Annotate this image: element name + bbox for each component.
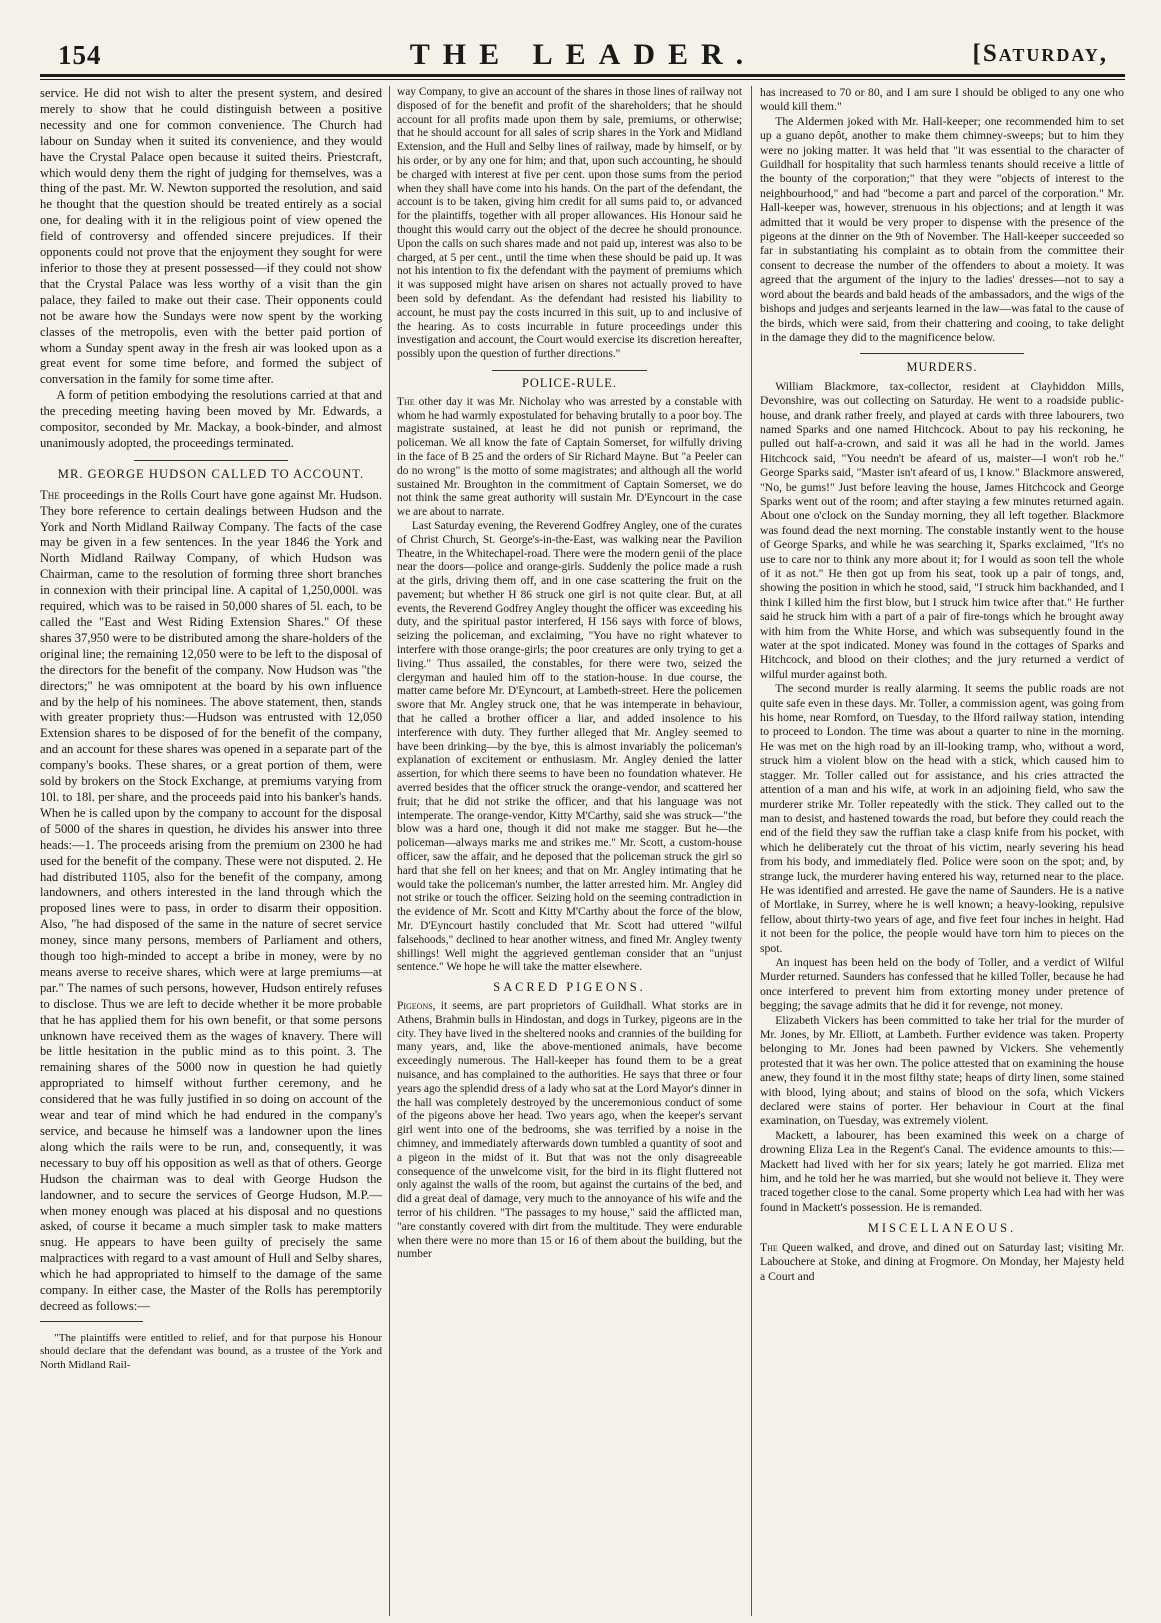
article-heading-miscellaneous: MISCELLANEOUS. [867, 1221, 1017, 1236]
paragraph-text: proceedings in the Rolls Court have gone against Mr. Hudson. They bore reference to certain dealings between Hudson and the York and North Midland Railway Company. The facts of the case may be given in a few sentences. In the year 1846 the York and North Midland Railway Company, of which Hudson was Chairman, came to the resolution of forming three short branches in connexion with their principal line. A capital of 1,250,000l. was required, which was to be raised in 50,000 shares of 5l. each, to be called the "East and West Riding Extension Shares." Of these shares 37,950 were to be distributed among the share-holders of the original line; the remaining 12,050 were to be left to the disposal of the directors for the benefit of the company. Now Hudson was "the directors;" he was omnipotent at the board by his own influence and by the help of his nominees. The above statement, then, stands with greater propriety thus:—Hudson was entrusted with 12,050 Extension shares to be disposed of for the benefit of the company, and an account for these shares was opened in a separate part of the company's books. These shares, or a great portion of them, were sold by brokers on the Stock Exchange, at premiums varying from 10l. to 18l. per share, and the proceeds paid into his banker's hands. When he is called upon by the company to account for the disposal of 5000 of the shares in question, he divides his answer into three heads:—1. The proceeds arising from the premium on 2300 he had used for the benefit of the company. These were not disputed. 2. He had distributed 1105, also for the benefit of the company, among landowners, and others interested in the land through which the proposed lines were to pass, in order to disarm their opposition. Also, "he had disposed of the same in the nature of secret service money, since many persons, members of Parliament and others, though too high-minded to accept a bribe in money, were by no means averse to receive shares, which were at large premiums—at par." The names of such persons, however, Hudson entirely refuses to disclose. Thus we are left to decide whether it be more probable that he has applied them for his own benefit, or that some persons unknown have received them as the wages of knavery. There will be little hesitation in the public mind as to this point. 3. The remaining shares of the 5000 now in question he had quietly appropriated to himself without further ceremony, and he considered that he was fully justified in so doing on account of the wear and tear of mind which he had endured in the company's service, and because he himself was a landowner upon the lines along which the rails were to be run, and, consequently, it was necessary to buy off his opposition as well as that of others. George Hudson the chairman was to deal with George Hudson the landowner, and to secure the services of George Hudson, M.P.—when money enough was placed at his disposal and no questions asked, of course it became a much simpler task to make matters snug. He appears to have been guilty of precisely the same malpractices with regard to a vast amount of Hull and Selby shares, which he had appropriated to himself to the damage of the same company. In either case, the Master of the Rolls has peremptorily decreed as follows:— [40, 487, 382, 1313]
lead-word: The [40, 487, 60, 502]
article-heading-police-rule: POLICE-RULE. [522, 375, 617, 390]
article-separator [134, 460, 288, 461]
paragraph-text: other day it was Mr. Nicholay who was arrested by a constable with whom he had warmly expostulated for behaving brutally to a poor boy. The magistrate sustained, at least he did not punish or reprimand, the policeman. We all know the fate of Captain Somerset, for wilfully driving in the face of B 25 and the orders of Sir Richard Mayne. But "a Peeler can do no wrong" is the motto of some magistrates; and although all the world sustained Mr. Broughton in the commitment of Captain Somerset, we do not think the same great authority will sustain Mr. D'Eyncourt in the case we are about to narrate. [397, 395, 742, 519]
masthead-rule-thick [40, 74, 1125, 77]
paragraph [397, 396, 742, 520]
footnote-rule [40, 1321, 143, 1322]
lead-word: The [397, 395, 415, 408]
masthead-rule-thin [40, 79, 1125, 80]
column-divider [389, 86, 390, 1616]
quoted-decree: "The plaintiffs were entitled to relief, and for that purpose his Honour should declare that the defendant was bound, as a trustee of the York and North Midland Rail- [40, 1331, 382, 1371]
column-divider [751, 86, 752, 1616]
paragraph: way Company, to give an account of the shares in those lines of railway not disposed of for the benefit and profit of the shareholders; that he should account for all profits made upon them by sale, premiums, or otherwise; that he should account for all sales of scrip shares in the York and Midland Extension, and the Hull and Selby lines of railway, made by himself, or by his order, or by any one for him; and that, upon such accounting, he should be charged with interest at five per cent. upon those sums from the period when they shall have come into his hands. On the part of the defendant, the account is to be taken, giving him credit for all sums paid to, or advanced for the plaintiffs, together with all proper allowances. His Honour said he thought this would carry out the object of the decree he should pronounce. Upon the calls on such shares made and not paid up, interest was also to be charged, at 5 per cent., until the time when these should be paid up. It was not his intention to fix the defendant with the payment of premiums which it was supposed might have arisen on shares not actually proved to have been sold by defendant. As the defendant had resisted his liability to account, he must pay the costs incurred in this suit, up to and inclusive of the hearing. As to costs incurrable in future proceedings under this investigation and account, the Court would exercise its discretion hereafter, possibly upon the question of further directions." [397, 86, 742, 361]
paragraph-text: Queen walked, and drove, and dined out on Saturday last; visiting Mr. Labouchere at Stoke, and dining at Frogmore. On Monday, her Majesty held a Court and [760, 1240, 1124, 1283]
paragraph: Elizabeth Vickers has been committed to take her trial for the murder of Mr. Jones, by Mr. Elliott, at Lambeth. Further evidence was taken. Property belonging to Mr. Jones had been pawned by Vickers. She vehemently protested that it was her own. The police attested that on examining the house anew, they found it in the most filthy state; heaps of dirty linen, some stained with blood, lying about; and stains of blood on the sofa, which Vickers declared were stains of porter. Her behaviour in Court at the final examination, on Tuesday, was extremely violent. [760, 1013, 1124, 1128]
page-number: 154 [58, 40, 102, 70]
paragraph: Mackett, a labourer, has been examined this week on a charge of drowning Eliza Lea in the Regent's Canal. The evidence amounts to this:—Mackett had lived with her for six years; lately he got married. Eliza met him, and he told her he was married, but she would not believe it. They were traced together close to the canal. Some property which Lea had with her was found in Mackett's possession. He is remanded. [760, 1128, 1124, 1214]
paragraph [760, 1241, 1124, 1284]
paragraph: The second murder is really alarming. It seems the public roads are not quite safe even in these days. Mr. Toller, a commission agent, was going from his home, near Romford, on Tuesday, to the Ilford railway station, intending to proceed to London. The time was about a quarter to nine in the morning. He was met on the high road by an ill-looking tramp, who, without a word, struck him a violent blow on the head with a stick, which caused him to stagger. Mr. Toller called out for assistance, and his cries attracted the attention of a man and his wife, at work in an adjoining field, who saw the murderer strike Mr. Toller repeatedly with the stick. They called out to the man to desist, and hastened towards the road, but before they could reach the end of the field they saw the ruffian take a clasp knife from his pocket, with which he deliberately cut the throat of his victim, nearly severing his head from his body, and immediately fled. Police were soon on the spot; and, by strange luck, the murderer having entered his way, returned near to the place. He was identified and arrested. He gave the name of Saunders. He is a native of Mortlake, in Surrey, where he is well known; a heavy-looking, repulsive fellow, about thirty-two years of age, and five feet four inches in height. Had it not been for the police, the people would have torn him to pieces on the spot. [760, 682, 1124, 955]
paragraph: An inquest has been held on the body of Toller, and a verdict of Wilful Murder returned. Saunders has confessed that he killed Toller, because he had once interfered to prevent him from extorting money under pretence of begging; the savage admits that he did it for revenge, not money. [760, 955, 1124, 1013]
paragraph [40, 488, 382, 1315]
paragraph-text: it seems, are part proprietors of Guildhall. What storks are in Athens, Brahmin bulls in Hindostan, and dogs in Turkey, pigeons are in the city. They have lived in the sheltered nooks and crannies of the building for many years, and, like the above-mentioned animals, have become exceedingly numerous. The Hall-keeper has found them to be a great nuisance, and has complained to the authorities. He says that three or four years ago the splendid dress of a lady who sat at the Lord Mayor's dinner in the hall was completely destroyed by the unceremonious conduct of some of the pigeons above her head. Two years ago, when the keeper's servant girl went into one of the bedrooms, she was terrified by a noise in the chimney, and immediately afterwards down tumbled a quantity of soot and a pigeon in the midst of it. But that was not the only disagreeable consequence of the unwelcome visit, for the bird in its flight fluttered not only against the walls of the room, but against the curtains of the bed, and did a great deal of damage, very much to the annoyance of his wife and the terror of his children. "The passages to my house," said the afflicted man, "are constantly covered with dirt from the multitude. They were endurable when there were no more than 15 or 16 of them about the building, but the number [397, 1000, 742, 1261]
article-separator [492, 370, 647, 371]
issue-day: [Saturday, [972, 40, 1108, 67]
newspaper-title: THE LEADER. [409, 38, 757, 71]
paragraph: A form of petition embodying the resolutions carried at that and the preceding meeting having been moved by Mr. Edwards, a compositor, seconded by Mr. Mackay, a book-binder, and almost unanimously adopted, the proceedings terminated. [40, 388, 382, 450]
masthead [58, 34, 1108, 74]
column-middle [397, 86, 742, 1616]
column-left [40, 86, 382, 1616]
article-heading-murders: MURDERS. [906, 360, 978, 375]
article-separator [860, 353, 1024, 354]
paragraph: has increased to 70 or 80, and I am sure I should be obliged to any one who would kill them." [760, 86, 1124, 114]
lead-word: The [760, 1240, 778, 1254]
paragraph: Last Saturday evening, the Reverend Godfrey Angley, one of the curates of Christ Church, St. George's-in-the-East, was walking near the Pavilion Theatre, in the Whitechapel-road. There were the modern genii of the place near the doors—police and orange-girls. Suddenly the police made a rush at the girls, driving them off, and in one case scattering the fruit on the pavement; but whether H 86 struck one girl is not quite clear. But, at all events, the Reverend Godfrey Angley thought the officer was exceeding his duty, and the spiritual pastor interfered, H 156 says with force of blows, seizing the policeman, and exclaiming, "You have no right whatever to interfere with those orange-girls; the poor creatures are only trying to get a living." Thus assailed, the constables, for there were two, seized the clergyman and hauled him off to the station-house. In due course, the matter came before Mr. D'Eyncourt, at Lambeth-street. Here the policemen swore that Mr. Angley struck one, that he was intemperate in behaviour, that he called a brother officer a liar, and added insolence to his interference with duty. They further alleged that Mr. Angley seemed to have been drinking—by the bye, this is almost invariably the policeman's explanation of excitement or enthusiasm. Mr. Angley denied the latter assertion, for which there seems to have been no foundation whatever. He averred besides that the officer struck the orange-vendor, and scattered her fruit; that he did not strike the officer, and that his language was not intemperate. The orange-vendor, Kitty M'Carthy, said she was struck—"the blow was a hard one, though it did not make me stagger. But he—the policeman—always marks me and strikes me." Mr. Scott, a custom-house officer, saw the affair, and he deposed that the policeman struck the girl so hard that she fell on her knees; and that on Mr. Angley intimating that he would take the policeman's number, the latter arrested him. Mr. Angley did not strike or touch the officer. Seizing hold on the seeming contradiction in the evidence of Mr. Scott and Kitty M'Carthy about the force of the blow, Mr. D'Eyncourt hastily concluded that Mr. Scott had uttered "wilful falsehoods," declined to hear another witness, and fined Mr. Angley twenty shillings! Well might the aggrieved gentleman consider that an "unjust sentence." We hope he will take the matter elsewhere. [397, 519, 742, 974]
lead-word: Pigeons, [397, 1000, 436, 1012]
paragraph [397, 1000, 742, 1262]
article-heading-hudson: MR. GEORGE HUDSON CALLED TO ACCOUNT. [57, 466, 365, 481]
paragraph: The Aldermen joked with Mr. Hall-keeper; one recommended him to set up a guano depôt, another to make them chimney-sweeps; but to him they were no joking matter. It was held that "it was essential to the character of Guildhall for hospitality that such harmless tenants should receive a little of the bounty of the corporation;" that they were "objects of interest to the neighbourhood," and had "become a part and parcel of the corporation." Mr. Hall-keeper was, however, strenuous in his objections; and at length it was admitted that it would be very proper to dispense with the presence of the pigeons at the dinner on the 9th of November. The Hall-keeper succeeded so far in substantiating his complaint as to obtain from the committee their consent to decrease the number of the offenders to about a moiety. It was agreed that the argument of the injury to the ladies' dresses—not to say a word about the beards and bald heads of the ambassadors, and the wigs of the bishops and judges and serjeants learned in the law—was fatal to the cause of the birds, which were said, from their chattering and cooing, to take delight in the damage they did to the magnificence below. [760, 114, 1124, 344]
paragraph: William Blackmore, tax-collector, resident at Clayhiddon Mills, Devonshire, was out collecting on Saturday. He went to a roadside public-house, and drank rather freely, and played at cards with three labourers, two named Sparks and one named Hitchcock. About to pay his reckoning, he pulled out half-a-crown, and said it was all he had in the world. James Hitchcock said, "You needn't be afeard of us, maister—I won't rob he." George Sparks said, "Master isn't afeard of us, I know." Blackmore answered, "No, be gums!" Just before leaving the house, James Hitchcock and George Sparks went out of the room; and after staying a few minutes returned again. About one o'clock on the Sunday morning, they all left together. Blackmore was found dead the next morning. The constable instantly went to the house of George Sparks, and while he was searching it, Sparks exclaimed, "It's no use to care nor to think any more about it; for I would as soon tell the whole of it as not." He then got up from his seat, took up a pair of tongs, and, showing the position in which he stood, said, "I struck him backhanded, and I think I killed him the first blow, but I struck him twice after that." He further said he struck him with a part of a pair of fire-tongs which he brought away with him from the White Horse, and which was subsequently found in the water at the spot indicated. Money was found in the cottages of Sparks and Hitchcock, and blood on their clothes; and the jury returned a verdict of wilful murder against both. [760, 379, 1124, 681]
column-right [760, 86, 1124, 1616]
article-heading-sacred-pigeons: SACRED PIGEONS. [493, 980, 646, 995]
paragraph: service. He did not wish to alter the present system, and desired merely to show that he could distinguish between a positive necessity and one for common convenience. The Church had labour on Sunday when it suited its convenience, and they would have the Crystal Palace open because it suited theirs. Priestcraft, which would deny them the right of judging for themselves, was a thing of the past. Mr. W. Newton supported the resolution, and said he thought that the question should be treated entirely as a social one, for dealing with it in the religious point of view opened the field of controversy and offended sincere prejudices. If their opponents could not prove that the enjoyment they sought for were inferior to those they at present possessed—if they could not show that the Crystal Palace was less worthy of a visit than the gin palace, they failed to make out their case. Their opponents could not be aware how the Sundays were now spent by the working classes of the metropolis, even with the better paid portion of whom a Sunday spent away in the fresh air was looked upon as a great event for some time before, and formed the subject of conversation in the family for some time after. [40, 86, 382, 387]
